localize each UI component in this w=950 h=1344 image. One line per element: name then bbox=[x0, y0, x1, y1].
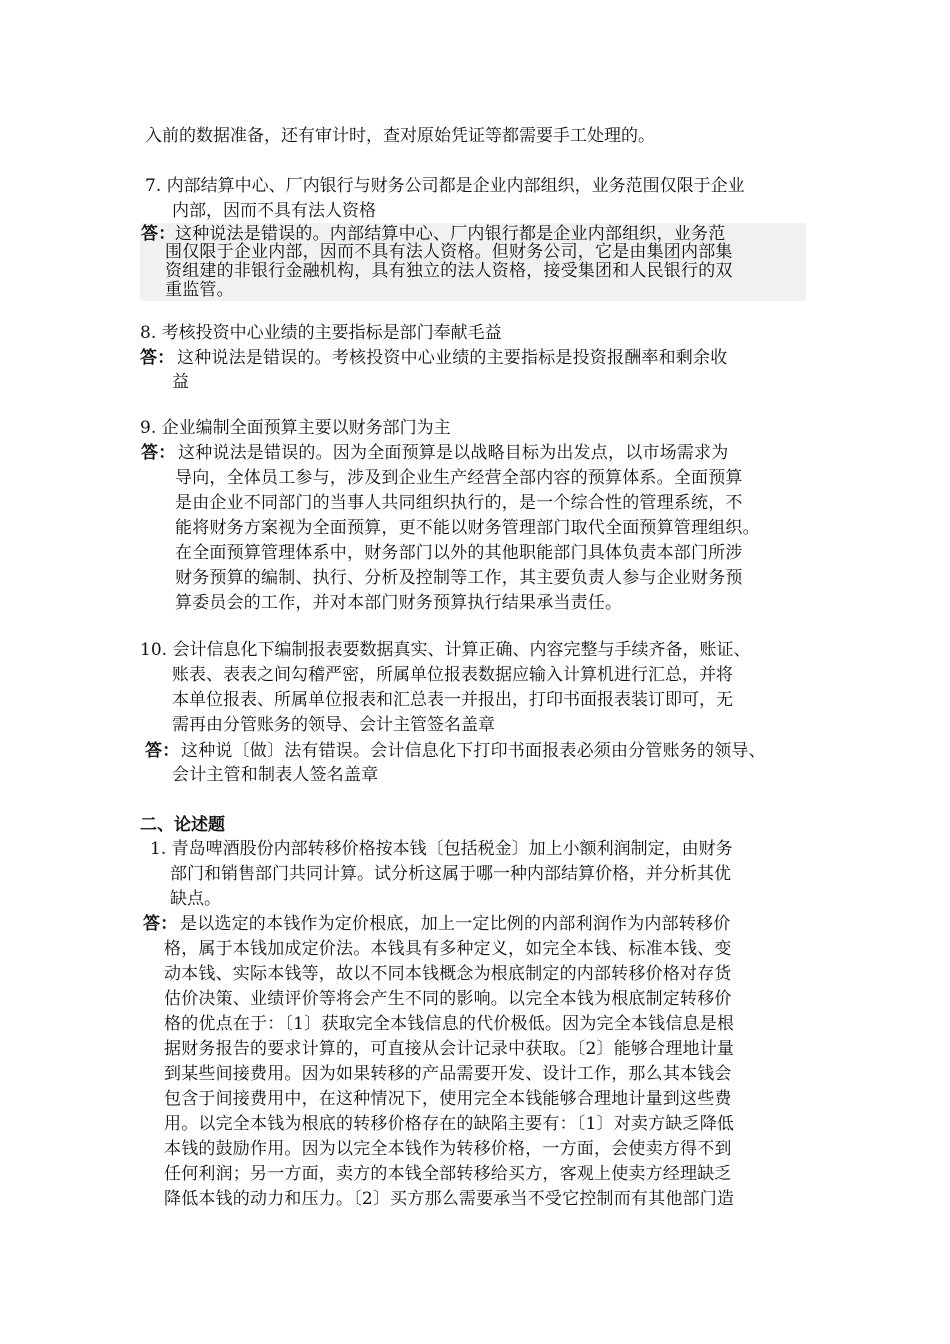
essay-answer-line-2: 格，属于本钱加成定价法。本钱具有多种定义，如完全本钱、标准本钱、变 bbox=[164, 939, 732, 959]
essay-1-line-1: 1. 青岛啤酒股份内部转移价格按本钱〔包括税金〕加上小额利润制定，由财务 bbox=[150, 839, 733, 859]
essay-answer-line-5: 格的优点在于：〔1〕获取完全本钱信息的代价极低。因为完全本钱信息是根 bbox=[164, 1014, 735, 1034]
answer-10-line-2: 会计主管和制表人签名盖章 bbox=[172, 765, 379, 785]
answer-7-line-3: 资组建的非银行金融机构，具有独立的法人资格，接受集团和人民银行的双 bbox=[165, 261, 733, 281]
answer-7-label: 答： bbox=[141, 224, 176, 244]
question-8-line-1: 8. 考核投资中心业绩的主要指标是部门奉献毛益 bbox=[140, 323, 502, 343]
answer-8-line-1: 这种说法是错误的。考核投资中心业绩的主要指标是投资报酬率和剩余收 bbox=[177, 348, 728, 368]
essay-answer-line-12: 降低本钱的动力和压力。〔2〕买方那么需要承当不受它控制而有其他部门造 bbox=[164, 1189, 735, 1209]
essay-answer-line-7: 到某些间接费用。因为如果转移的产品需要开发、设计工作，那么其本钱会 bbox=[164, 1064, 732, 1084]
answer-9-line-3: 是由企业不同部门的当事人共同组织执行的，是一个综合性的管理系统，不 bbox=[175, 493, 743, 513]
essay-answer-line-10: 本钱的鼓励作用。因为以完全本钱作为转移价格，一方面，会使卖方得不到 bbox=[164, 1139, 732, 1159]
answer-7-line-4: 重监管。 bbox=[165, 280, 234, 300]
question-9-line-1: 9. 企业编制全面预算主要以财务部门为主 bbox=[140, 418, 451, 438]
answer-9-line-1: 这种说法是错误的。因为全面预算是以战略目标为出发点，以市场需求为 bbox=[178, 443, 729, 463]
essay-answer-line-11: 任何利润；另一方面，卖方的本钱全部转移给买方，客观上使卖方经理缺乏 bbox=[164, 1164, 732, 1184]
question-7-line-2: 内部，因而不具有法人资格 bbox=[172, 201, 376, 221]
answer-10-line-1: 这种说〔做〕法有错误。会计信息化下打印书面报表必须由分管账务的领导、 bbox=[181, 741, 766, 761]
lead-line: 入前的数据准备，还有审计时，查对原始凭证等都需要手工处理的。 bbox=[145, 126, 655, 146]
answer-8-label: 答： bbox=[140, 348, 175, 368]
essay-answer-line-3: 动本钱、实际本钱等，故以不同本钱概念为根底制定的内部转移价格对存货 bbox=[164, 964, 732, 984]
question-10-line-4: 需再由分管账务的领导、会计主管签名盖章 bbox=[172, 715, 495, 735]
answer-9-line-5: 在全面预算管理体系中，财务部门以外的其他职能部门具体负责本部门所涉 bbox=[175, 543, 743, 563]
essay-answer-line-6: 据财务报告的要求计算的，可直接从会计记录中获取。〔2〕能够合理地计量 bbox=[164, 1039, 735, 1059]
answer-7-line-1: 这种说法是错误的。内部结算中心、厂内银行都是企业内部组织，业务范 bbox=[175, 224, 726, 244]
answer-9-line-7: 算委员会的工作，并对本部门财务预算执行结果承当责任。 bbox=[175, 593, 623, 613]
answer-9-line-4: 能将财务方案视为全面预算，更不能以财务管理部门取代全面预算管理组织。 bbox=[175, 518, 760, 538]
answer-9-label: 答： bbox=[141, 443, 176, 463]
essay-answer-label: 答： bbox=[143, 914, 178, 934]
question-7-line-1: 7. 内部结算中心、厂内银行与财务公司都是企业内部组织，业务范围仅限于企业 bbox=[145, 176, 745, 196]
essay-1-line-2: 部门和销售部门共同计算。试分析这属于哪一种内部结算价格，并分析其优 bbox=[170, 864, 731, 884]
answer-10-label: 答： bbox=[145, 741, 180, 761]
question-10-line-1: 10. 会计信息化下编制报表要数据真实、计算正确、内容完整与手续齐备，账证、 bbox=[140, 640, 751, 660]
section-heading: 二、论述题 bbox=[140, 815, 225, 835]
essay-1-line-3: 缺点。 bbox=[170, 889, 221, 909]
answer-9-line-6: 财务预算的编制、执行、分析及控制等工作，其主要负责人参与企业财务预 bbox=[175, 568, 743, 588]
answer-7-line-2: 围仅限于企业内部，因而不具有法人资格。但财务公司，它是由集团内部集 bbox=[165, 242, 733, 262]
essay-answer-line-8: 包含于间接费用中，在这种情况下，使用完全本钱能够合理地计量到这些费 bbox=[164, 1089, 732, 1109]
answer-9-line-2: 导向，全体员工参与，涉及到企业生产经营全部内容的预算体系。全面预算 bbox=[175, 468, 743, 488]
essay-answer-line-4: 估价决策、业绩评价等将会产生不同的影响。以完全本钱为根底制定转移价 bbox=[164, 989, 732, 1009]
question-10-line-3: 本单位报表、所属单位报表和汇总表一并报出，打印书面报表装订即可，无 bbox=[172, 690, 733, 710]
essay-answer-line-9: 用。以完全本钱为根底的转移价格存在的缺陷主要有：〔1〕对卖方缺乏降低 bbox=[164, 1114, 735, 1134]
answer-8-line-2: 益 bbox=[172, 372, 190, 392]
question-10-line-2: 账表、表表之间勾稽严密，所属单位报表数据应输入计算机进行汇总，并将 bbox=[172, 665, 733, 685]
essay-answer-line-1: 是以选定的本钱作为定价根底，加上一定比例的内部利润作为内部转移价 bbox=[180, 914, 731, 934]
